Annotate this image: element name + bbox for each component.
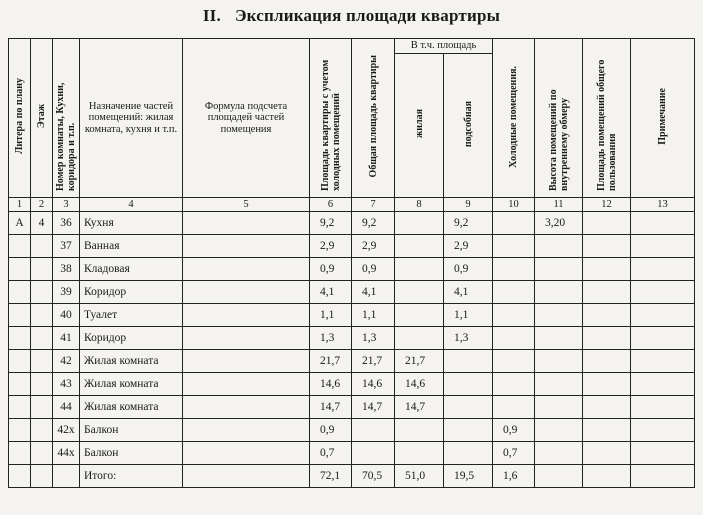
cell-cold bbox=[493, 373, 535, 396]
cell-liter bbox=[9, 235, 31, 258]
cell-floor bbox=[31, 304, 53, 327]
col-num: 4 bbox=[80, 198, 183, 212]
cell-note bbox=[631, 419, 695, 442]
cell-formula bbox=[183, 350, 310, 373]
cell-liter bbox=[9, 304, 31, 327]
cell-cold: 0,7 bbox=[493, 442, 535, 465]
cell-purpose: Кухня bbox=[80, 212, 183, 235]
cell-formula bbox=[183, 281, 310, 304]
cell-note bbox=[631, 304, 695, 327]
cell-liter bbox=[9, 396, 31, 419]
cell-height bbox=[535, 465, 583, 488]
cell-room-no: 42 bbox=[53, 350, 80, 373]
table-row bbox=[9, 465, 695, 488]
cell-area-cold: 0,7 bbox=[310, 442, 352, 465]
col-num: 5 bbox=[183, 198, 310, 212]
cell-liter bbox=[9, 281, 31, 304]
cell-room-no: 44х bbox=[53, 442, 80, 465]
cell-note bbox=[631, 442, 695, 465]
header-living: жилая bbox=[395, 54, 444, 198]
header-area-cold: Площадь квартиры с учетом холодных помещений bbox=[310, 39, 352, 198]
table-row bbox=[9, 419, 695, 442]
cell-purpose: Жилая комната bbox=[80, 350, 183, 373]
cell-area-cold: 21,7 bbox=[310, 350, 352, 373]
cell-common bbox=[583, 465, 631, 488]
cell-purpose: Балкон bbox=[80, 442, 183, 465]
cell-total-area: 0,9 bbox=[352, 258, 395, 281]
header-note: Примечание bbox=[631, 39, 695, 198]
cell-formula bbox=[183, 258, 310, 281]
cell-purpose: Балкон bbox=[80, 419, 183, 442]
cell-area-cold: 1,1 bbox=[310, 304, 352, 327]
header-liter: Литера по плану bbox=[9, 39, 31, 198]
cell-area-cold: 4,1 bbox=[310, 281, 352, 304]
cell-total-area bbox=[352, 442, 395, 465]
table-row bbox=[9, 350, 695, 373]
cell-living bbox=[395, 212, 444, 235]
cell-room-no: 44 bbox=[53, 396, 80, 419]
cell-room-no: 42х bbox=[53, 419, 80, 442]
cell-area-cold: 2,9 bbox=[310, 235, 352, 258]
cell-height bbox=[535, 281, 583, 304]
cell-total-area: 70,5 bbox=[352, 465, 395, 488]
cell-room-no: 36 bbox=[53, 212, 80, 235]
table-row bbox=[9, 212, 695, 235]
cell-living bbox=[395, 304, 444, 327]
cell-room-no bbox=[53, 465, 80, 488]
cell-auxiliary bbox=[444, 373, 493, 396]
cell-common bbox=[583, 396, 631, 419]
table-row bbox=[9, 235, 695, 258]
cell-total-area: 9,2 bbox=[352, 212, 395, 235]
cell-auxiliary: 4,1 bbox=[444, 281, 493, 304]
cell-height bbox=[535, 396, 583, 419]
header-incl-area: В т.ч. площадь bbox=[395, 39, 493, 54]
cell-common bbox=[583, 350, 631, 373]
cell-total-area: 14,6 bbox=[352, 373, 395, 396]
cell-purpose: Итого: bbox=[80, 465, 183, 488]
cell-cold bbox=[493, 350, 535, 373]
cell-height bbox=[535, 419, 583, 442]
cell-living bbox=[395, 442, 444, 465]
cell-room-no: 43 bbox=[53, 373, 80, 396]
cell-living: 51,0 bbox=[395, 465, 444, 488]
cell-formula bbox=[183, 327, 310, 350]
cell-room-no: 38 bbox=[53, 258, 80, 281]
cell-purpose: Коридор bbox=[80, 281, 183, 304]
header-row-1 bbox=[9, 39, 695, 54]
table-row bbox=[9, 258, 695, 281]
cell-purpose: Кладовая bbox=[80, 258, 183, 281]
cell-cold bbox=[493, 235, 535, 258]
cell-living: 14,6 bbox=[395, 373, 444, 396]
table-row bbox=[9, 396, 695, 419]
cell-height bbox=[535, 442, 583, 465]
cell-cold bbox=[493, 304, 535, 327]
cell-note bbox=[631, 258, 695, 281]
cell-auxiliary: 1,1 bbox=[444, 304, 493, 327]
cell-floor bbox=[31, 396, 53, 419]
cell-liter: А bbox=[9, 212, 31, 235]
cell-height bbox=[535, 235, 583, 258]
cell-height bbox=[535, 350, 583, 373]
cell-formula bbox=[183, 373, 310, 396]
cell-note bbox=[631, 373, 695, 396]
cell-cold bbox=[493, 212, 535, 235]
cell-total-area: 1,1 bbox=[352, 304, 395, 327]
header-auxiliary: подсобная bbox=[444, 54, 493, 198]
cell-total-area: 4,1 bbox=[352, 281, 395, 304]
col-num: 1 bbox=[9, 198, 31, 212]
table-body bbox=[9, 212, 695, 488]
col-num: 10 bbox=[493, 198, 535, 212]
cell-common bbox=[583, 235, 631, 258]
table-row bbox=[9, 281, 695, 304]
cell-cold: 0,9 bbox=[493, 419, 535, 442]
cell-area-cold: 9,2 bbox=[310, 212, 352, 235]
cell-total-area: 14,7 bbox=[352, 396, 395, 419]
col-num: 7 bbox=[352, 198, 395, 212]
cell-liter bbox=[9, 419, 31, 442]
cell-formula bbox=[183, 396, 310, 419]
cell-purpose: Жилая комната bbox=[80, 396, 183, 419]
cell-purpose: Коридор bbox=[80, 327, 183, 350]
table-row bbox=[9, 373, 695, 396]
cell-living: 21,7 bbox=[395, 350, 444, 373]
cell-living bbox=[395, 235, 444, 258]
col-num: 9 bbox=[444, 198, 493, 212]
cell-common bbox=[583, 419, 631, 442]
cell-area-cold: 0,9 bbox=[310, 419, 352, 442]
cell-floor bbox=[31, 258, 53, 281]
col-num: 12 bbox=[583, 198, 631, 212]
cell-auxiliary bbox=[444, 442, 493, 465]
table-row bbox=[9, 442, 695, 465]
cell-purpose: Ванная bbox=[80, 235, 183, 258]
cell-cold bbox=[493, 327, 535, 350]
cell-auxiliary bbox=[444, 419, 493, 442]
cell-note bbox=[631, 235, 695, 258]
cell-total-area: 1,3 bbox=[352, 327, 395, 350]
cell-liter bbox=[9, 350, 31, 373]
cell-cold bbox=[493, 396, 535, 419]
cell-total-area: 21,7 bbox=[352, 350, 395, 373]
cell-note bbox=[631, 281, 695, 304]
cell-living bbox=[395, 419, 444, 442]
cell-floor bbox=[31, 281, 53, 304]
table-row bbox=[9, 327, 695, 350]
cell-formula bbox=[183, 304, 310, 327]
cell-common bbox=[583, 212, 631, 235]
cell-note bbox=[631, 212, 695, 235]
cell-room-no: 40 bbox=[53, 304, 80, 327]
cell-total-area: 2,9 bbox=[352, 235, 395, 258]
cell-height bbox=[535, 304, 583, 327]
cell-total-area bbox=[352, 419, 395, 442]
cell-formula bbox=[183, 442, 310, 465]
cell-formula bbox=[183, 465, 310, 488]
cell-liter bbox=[9, 442, 31, 465]
cell-liter bbox=[9, 327, 31, 350]
cell-auxiliary: 2,9 bbox=[444, 235, 493, 258]
cell-auxiliary: 1,3 bbox=[444, 327, 493, 350]
cell-floor bbox=[31, 350, 53, 373]
cell-common bbox=[583, 304, 631, 327]
cell-auxiliary bbox=[444, 350, 493, 373]
cell-common bbox=[583, 281, 631, 304]
cell-floor bbox=[31, 327, 53, 350]
cell-common bbox=[583, 442, 631, 465]
header-total-area: Общая площадь квартиры bbox=[352, 39, 395, 198]
cell-floor bbox=[31, 465, 53, 488]
cell-area-cold: 14,6 bbox=[310, 373, 352, 396]
header-common-area: Площадь помещений общего пользования bbox=[583, 39, 631, 198]
section-title: Экспликация площади квартиры bbox=[234, 6, 501, 25]
column-number-row bbox=[9, 198, 695, 212]
cell-area-cold: 72,1 bbox=[310, 465, 352, 488]
cell-room-no: 39 bbox=[53, 281, 80, 304]
cell-living bbox=[395, 327, 444, 350]
cell-area-cold: 14,7 bbox=[310, 396, 352, 419]
cell-area-cold: 0,9 bbox=[310, 258, 352, 281]
cell-auxiliary: 0,9 bbox=[444, 258, 493, 281]
cell-liter bbox=[9, 465, 31, 488]
cell-auxiliary: 19,5 bbox=[444, 465, 493, 488]
cell-formula bbox=[183, 212, 310, 235]
col-num: 11 bbox=[535, 198, 583, 212]
cell-cold bbox=[493, 258, 535, 281]
cell-floor bbox=[31, 373, 53, 396]
cell-common bbox=[583, 373, 631, 396]
page-title bbox=[0, 6, 703, 26]
cell-liter bbox=[9, 258, 31, 281]
header-cold-rooms: Холодные помещения. bbox=[493, 39, 535, 198]
col-num: 2 bbox=[31, 198, 53, 212]
cell-room-no: 37 bbox=[53, 235, 80, 258]
table-row bbox=[9, 304, 695, 327]
cell-living bbox=[395, 281, 444, 304]
cell-room-no: 41 bbox=[53, 327, 80, 350]
cell-cold bbox=[493, 281, 535, 304]
cell-note bbox=[631, 396, 695, 419]
header-purpose: Назначение частей помещений: жилая комната, кухня и т.п. bbox=[80, 39, 183, 198]
cell-height bbox=[535, 327, 583, 350]
cell-auxiliary: 9,2 bbox=[444, 212, 493, 235]
col-num: 13 bbox=[631, 198, 695, 212]
cell-note bbox=[631, 350, 695, 373]
cell-height: 3,20 bbox=[535, 212, 583, 235]
col-num: 8 bbox=[395, 198, 444, 212]
header-room-no: Номер комнаты, Кухни, коридора и т.п. bbox=[53, 39, 80, 198]
col-num: 6 bbox=[310, 198, 352, 212]
cell-common bbox=[583, 327, 631, 350]
cell-auxiliary bbox=[444, 396, 493, 419]
cell-common bbox=[583, 258, 631, 281]
cell-floor bbox=[31, 442, 53, 465]
cell-height bbox=[535, 258, 583, 281]
cell-area-cold: 1,3 bbox=[310, 327, 352, 350]
explication-table bbox=[8, 38, 695, 488]
cell-living: 14,7 bbox=[395, 396, 444, 419]
cell-formula bbox=[183, 419, 310, 442]
cell-floor bbox=[31, 235, 53, 258]
cell-note bbox=[631, 465, 695, 488]
header-height: Высота помещений по внутреннему обмеру bbox=[535, 39, 583, 198]
cell-cold: 1,6 bbox=[493, 465, 535, 488]
cell-floor bbox=[31, 419, 53, 442]
cell-living bbox=[395, 258, 444, 281]
cell-floor: 4 bbox=[31, 212, 53, 235]
section-number: II. bbox=[202, 6, 221, 25]
cell-formula bbox=[183, 235, 310, 258]
header-formula: Формула подсчета площадей частей помещения bbox=[183, 39, 310, 198]
header-floor: Этаж bbox=[31, 39, 53, 198]
cell-purpose: Туалет bbox=[80, 304, 183, 327]
cell-height bbox=[535, 373, 583, 396]
cell-note bbox=[631, 327, 695, 350]
cell-liter bbox=[9, 373, 31, 396]
col-num: 3 bbox=[53, 198, 80, 212]
cell-purpose: Жилая комната bbox=[80, 373, 183, 396]
